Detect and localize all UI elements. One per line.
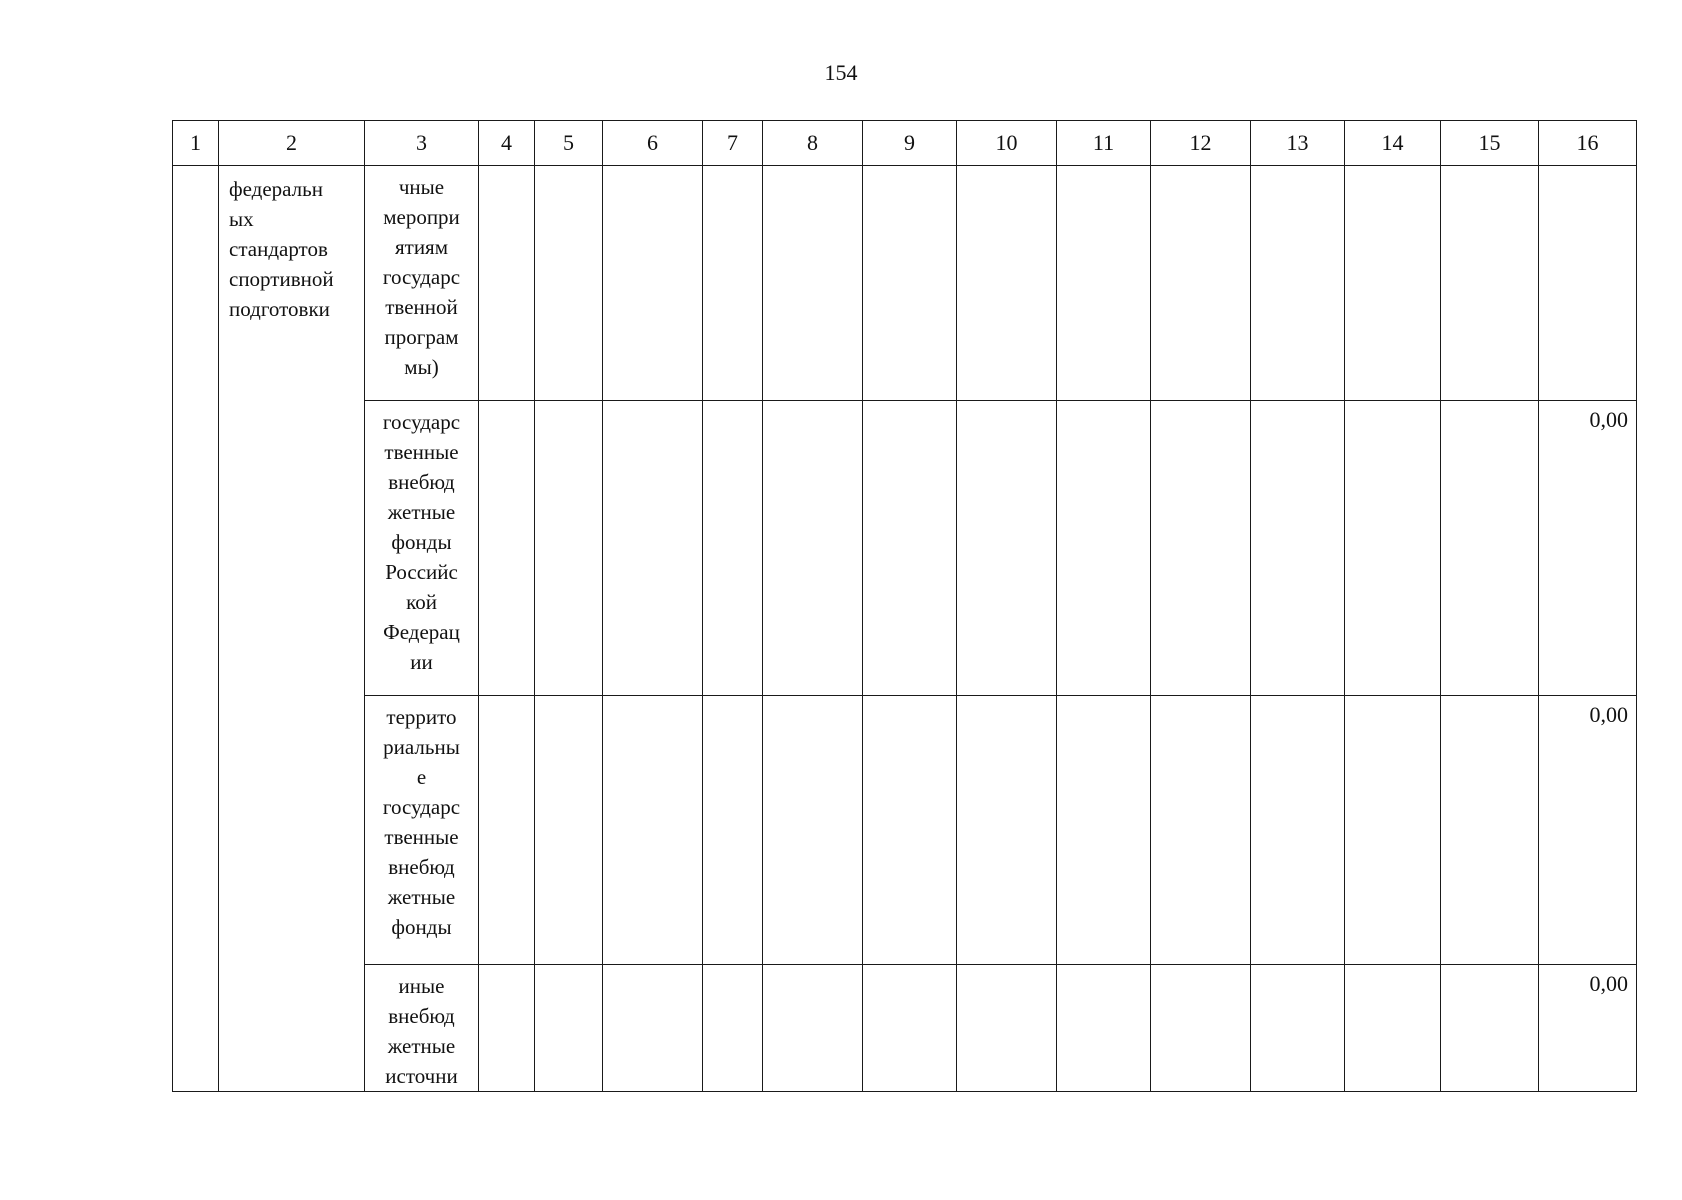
table-cell (603, 401, 703, 696)
value-cell: 0,00 (1539, 696, 1637, 965)
table-cell (703, 166, 763, 401)
table-cell (1345, 696, 1441, 965)
table-cell (863, 965, 957, 1092)
table-cell (1151, 965, 1251, 1092)
header-cell: 15 (1441, 121, 1539, 166)
funding-source-line: жетные (387, 885, 456, 909)
funding-source-line: ятиям (394, 235, 449, 259)
program-name-line: федеральн (229, 177, 323, 201)
program-name-line: спортивной (229, 267, 334, 291)
funding-source-line: твенной (385, 295, 458, 319)
table-cell (1151, 401, 1251, 696)
table-cell (1151, 696, 1251, 965)
table-cell (1251, 166, 1345, 401)
funding-source-line: Российс (385, 560, 458, 584)
funding-source-cell (365, 166, 479, 401)
table-cell (603, 696, 703, 965)
funding-source-line: внебюд (388, 470, 455, 494)
table-cell (1057, 696, 1151, 965)
table-cell (479, 696, 535, 965)
table-header-row (173, 121, 1637, 166)
table-row (173, 965, 1637, 1092)
table-cell (1441, 965, 1539, 1092)
table-cell (173, 166, 219, 1092)
value-cell (1539, 166, 1637, 401)
header-cell: 6 (603, 121, 703, 166)
table-cell (1057, 965, 1151, 1092)
funding-source-line: ии (410, 650, 433, 674)
funding-source-line: иные (398, 974, 445, 998)
funding-source-line: риальны (383, 735, 460, 759)
header-cell: 12 (1151, 121, 1251, 166)
header-cell: 13 (1251, 121, 1345, 166)
program-name-cell (219, 166, 365, 1092)
funding-source-line: государс (382, 795, 461, 819)
table-cell (1251, 696, 1345, 965)
table-cell (1057, 401, 1151, 696)
table-cell (763, 166, 863, 401)
table-cell (479, 965, 535, 1092)
funding-source-line: источни (385, 1064, 458, 1088)
funding-source-line: Федерац (383, 620, 460, 644)
table-cell (535, 696, 603, 965)
table-cell (1251, 965, 1345, 1092)
table-cell (535, 166, 603, 401)
header-cell: 11 (1057, 121, 1151, 166)
funding-source-cell (365, 965, 479, 1092)
funding-source-line: фонды (391, 530, 452, 554)
funding-source-line: кой (406, 590, 437, 614)
funding-source-cell (365, 696, 479, 965)
header-cell: 2 (219, 121, 365, 166)
table-cell (1057, 166, 1151, 401)
header-cell: 4 (479, 121, 535, 166)
table-cell (1441, 696, 1539, 965)
table-cell (763, 965, 863, 1092)
funding-source-line: чные (398, 175, 445, 199)
table-cell (863, 401, 957, 696)
table-cell (957, 401, 1057, 696)
funding-source-line: жетные (387, 1034, 456, 1058)
header-cell: 16 (1539, 121, 1637, 166)
funding-source-line: програм (384, 325, 459, 349)
value-cell: 0,00 (1539, 965, 1637, 1092)
program-name-line: ых (229, 207, 254, 231)
table-cell (703, 401, 763, 696)
funding-source-line: террито (386, 705, 457, 729)
table-row (173, 696, 1637, 965)
header-cell: 8 (763, 121, 863, 166)
table-cell (535, 401, 603, 696)
funding-source-line: внебюд (388, 1004, 455, 1028)
table-cell (603, 166, 703, 401)
table-cell (863, 166, 957, 401)
header-cell: 5 (535, 121, 603, 166)
program-name-line: стандартов (229, 237, 328, 261)
funding-source-line: фонды (391, 915, 452, 939)
table-cell (1251, 401, 1345, 696)
funding-source-line: внебюд (388, 855, 455, 879)
table-row (173, 401, 1637, 696)
funding-source-cell (365, 401, 479, 696)
value-cell: 0,00 (1539, 401, 1637, 696)
header-cell: 1 (173, 121, 219, 166)
table-cell (1345, 401, 1441, 696)
table-cell (957, 166, 1057, 401)
funding-source-line: государс (382, 410, 461, 434)
table-cell (1345, 166, 1441, 401)
budget-table (172, 120, 1637, 1092)
table-cell (479, 166, 535, 401)
funding-source-line: жетные (387, 500, 456, 524)
program-name-line: подготовки (229, 297, 330, 321)
table-cell (1441, 401, 1539, 696)
table-cell (703, 965, 763, 1092)
table-cell (863, 696, 957, 965)
funding-source-line: е (416, 765, 427, 789)
table-cell (1345, 965, 1441, 1092)
funding-source-line: меропри (383, 205, 460, 229)
funding-source-line: государс (382, 265, 461, 289)
funding-source-line: твенные (384, 440, 459, 464)
header-cell: 3 (365, 121, 479, 166)
table-cell (763, 401, 863, 696)
table-cell (703, 696, 763, 965)
header-cell: 10 (957, 121, 1057, 166)
header-cell: 14 (1345, 121, 1441, 166)
table-row (173, 166, 1637, 401)
header-cell: 7 (703, 121, 763, 166)
table-cell (535, 965, 603, 1092)
funding-source-line: мы) (404, 355, 439, 379)
page-number: 154 (824, 60, 858, 85)
table-cell (479, 401, 535, 696)
table-cell (1441, 166, 1539, 401)
table-cell (957, 696, 1057, 965)
table-cell (1151, 166, 1251, 401)
funding-source-line: твенные (384, 825, 459, 849)
header-cell: 9 (863, 121, 957, 166)
table-cell (763, 696, 863, 965)
table-cell (957, 965, 1057, 1092)
table-cell (603, 965, 703, 1092)
